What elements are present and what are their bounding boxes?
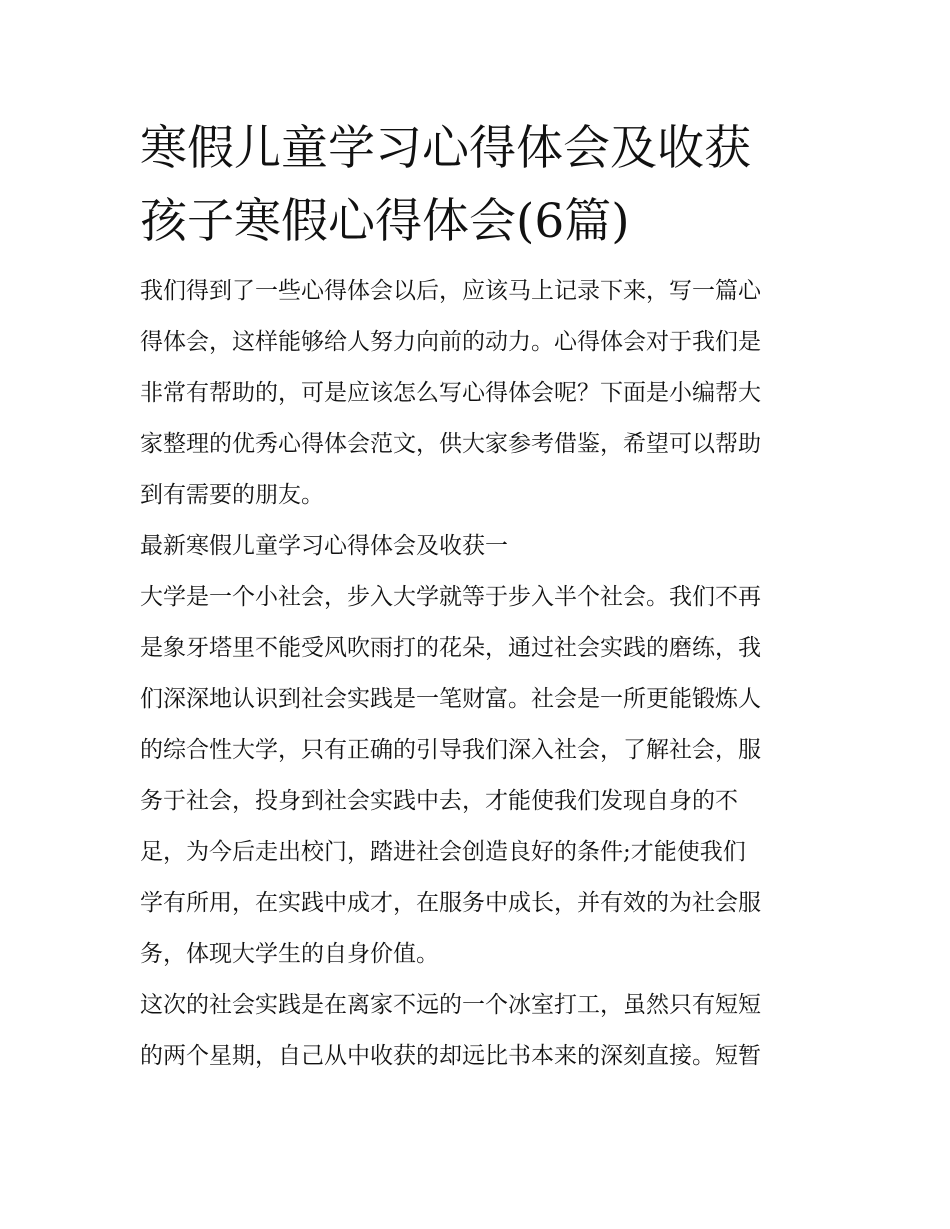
text-line: 是象牙塔里不能受风吹雨打的花朵，通过社会实践的磨练，我 [140, 635, 761, 661]
body-paragraph-1 [140, 572, 812, 980]
text-line: 我们得到了一些心得体会以后，应该马上记录下来，写一篇心 [140, 278, 761, 304]
text-line: 足，为今后走出校门，踏进社会创造良好的条件;才能使我们 [140, 839, 746, 865]
section-heading: 最新寒假儿童学习心得体会及收获一 [140, 533, 508, 559]
text-line: 到有需要的朋友。 [140, 482, 324, 508]
text-line: 的综合性大学，只有正确的引导我们深入社会，了解社会，服 [140, 737, 761, 763]
text-line: 的两个星期，自己从中收获的却远比书本来的深刻直接。短暂 [140, 1043, 761, 1069]
text-line: 家整理的优秀心得体会范文，供大家参考借鉴，希望可以帮助 [140, 431, 761, 457]
text-line: 们深深地认识到社会实践是一笔财富。社会是一所更能锻炼人 [140, 686, 761, 712]
text-line: 这次的社会实践是在离家不远的一个冰室打工，虽然只有短短 [140, 992, 761, 1018]
text-line: 非常有帮助的，可是应该怎么写心得体会呢？下面是小编帮大 [140, 380, 761, 406]
document-body [140, 266, 812, 1082]
body-paragraph-2 [140, 980, 812, 1082]
text-line: 务，体现大学生的自身价值。 [140, 941, 439, 967]
title-line: 寒假儿童学习心得体会及收获 [140, 121, 751, 176]
text-line: 务于社会，投身到社会实践中去，才能使我们发现自身的不 [140, 788, 738, 814]
text-line: 得体会，这样能够给人努力向前的动力。心得体会对于我们是 [140, 329, 761, 355]
document-title [140, 112, 812, 258]
title-line: 孩子寒假心得体会(6篇) [140, 194, 630, 249]
text-line: 大学是一个小社会，步入大学就等于步入半个社会。我们不再 [140, 584, 761, 610]
document-content [140, 112, 812, 1082]
text-line: 学有所用，在实践中成才，在服务中成长，并有效的为社会服 [140, 890, 761, 916]
intro-paragraph [140, 266, 812, 521]
